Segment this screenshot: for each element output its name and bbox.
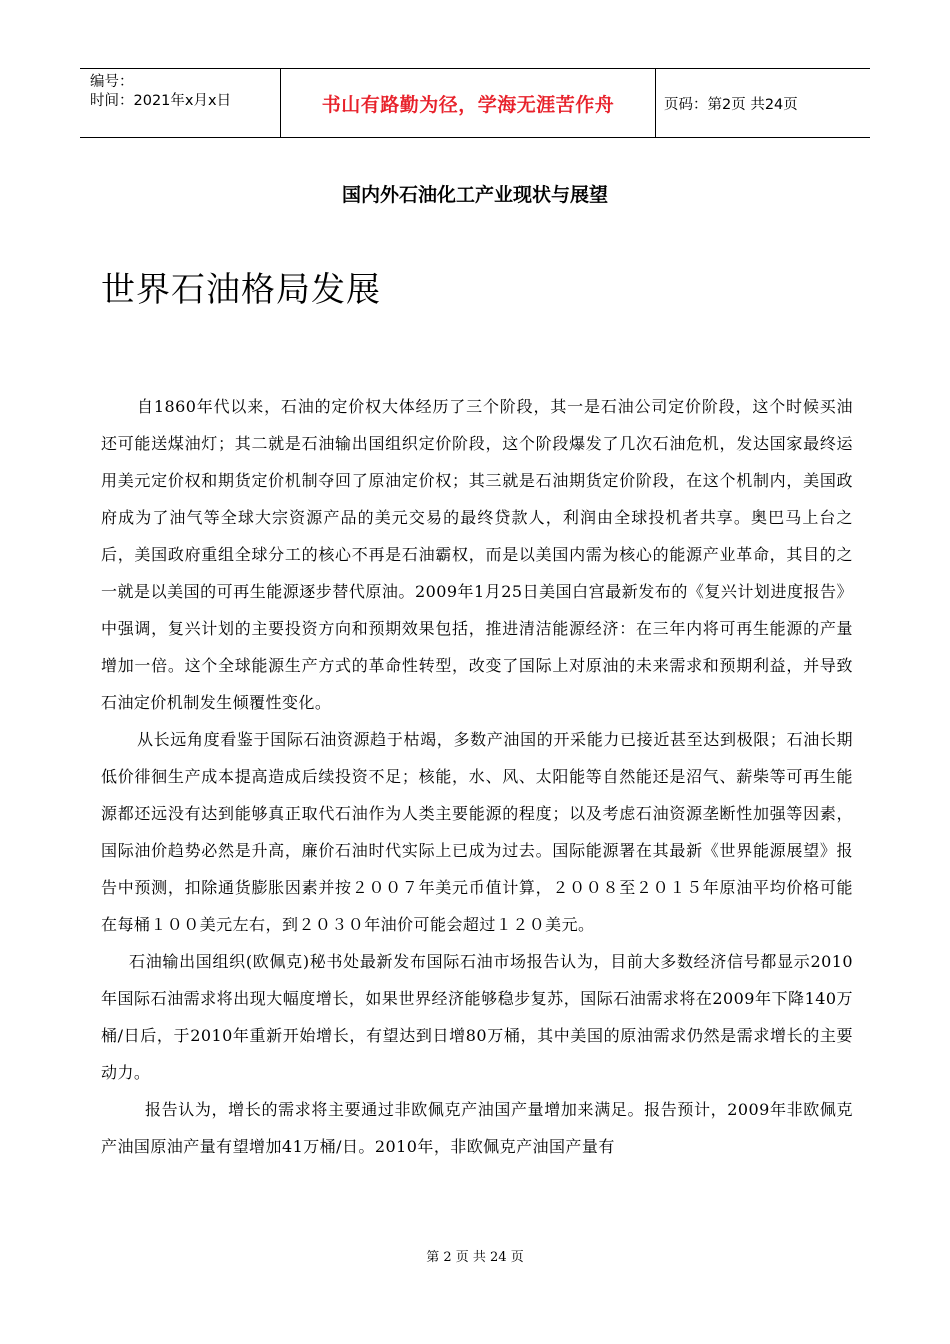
header-meta-cell — [80, 69, 281, 137]
header-page-info: 页码：第2页 共24页 — [664, 96, 798, 113]
paragraph: 石油输出国组织(欧佩克)秘书处最新发布国际石油市场报告认为，目前大多数经济信号都显示2010年国际石油需求将出现大幅度增长，如果世界经济能够稳步复苏，国际石油需求将在2009年下降140万桶/日后，于2010年重新开始增长，有望达到日增80万桶，其中美国的原油需求仍然是需求增长的主要动力。 — [101, 952, 853, 1082]
header-table — [80, 68, 870, 138]
page-footer: 第 2 页 共 24 页 — [426, 1250, 524, 1265]
section-heading: 世界石油格局发展 — [101, 270, 381, 310]
document-body — [101, 388, 853, 1165]
number-label: 编号： — [90, 74, 134, 90]
paragraph: 报告认为，增长的需求将主要通过非欧佩克产油国产量增加来满足。报告预计，2009年非欧佩克产油国原油产量有望增加41万桶/日。2010年，非欧佩克产油国产量有 — [101, 1100, 853, 1156]
paragraph: 自1860年代以来，石油的定价权大体经历了三个阶段，其一是石油公司定价阶段，这个时候买油还可能送煤油灯；其二就是石油输出国组织定价阶段，这个阶段爆发了几次石油危机，发达国家最终运用美元定价权和期货定价机制夺回了原油定价权；其三就是石油期货定价阶段，在这个机制内，美国政府成为了油气等全球大宗资源产品的美元交易的最终贷款人，利润由全球投机者共享。奥巴马上台之后，美国政府重组全球分工的核心不再是石油霸权，而是以美国内需为核心的能源产业革命，其目的之一就是以美国的可再生能源逐步替代原油。2009年1月25日美国白宫最新发布的《复兴计划进度报告》中强调，复兴计划的主要投资方向和预期效果包括，推进清洁能源经济：在三年内将可再生能源的产量增加一倍。这个全球能源生产方式的革命性转型，改变了国际上对原油的未来需求和预期利益，并导致石油定价机制发生倾覆性变化。 — [101, 397, 853, 712]
document-title: 国内外石油化工产业现状与展望 — [341, 184, 608, 206]
time-label: 时间：2021年x月x日 — [90, 93, 232, 109]
header-motto: 书山有路勤为径，学海无涯苦作舟 — [281, 69, 656, 137]
paragraph: 从长远角度看鉴于国际石油资源趋于枯竭，多数产油国的开采能力已接近甚至达到极限；石油长期低价徘徊生产成本提高造成后续投资不足；核能，水、风、太阳能等自然能还是沼气、薪柴等可再生能源都还远没有达到能够真正取代石油作为人类主要能源的程度；以及考虑石油资源垄断性加强等因素，国际油价趋势必然是升高，廉价石油时代实际上已成为过去。国际能源署在其最新《世界能源展望》报告中预测，扣除通货膨胀因素并按２００７年美元币值计算，２００８至２０１５年原油平均价格可能在每桶１００美元左右，到２０３０年油价可能会超过１２０美元。 — [101, 730, 853, 934]
